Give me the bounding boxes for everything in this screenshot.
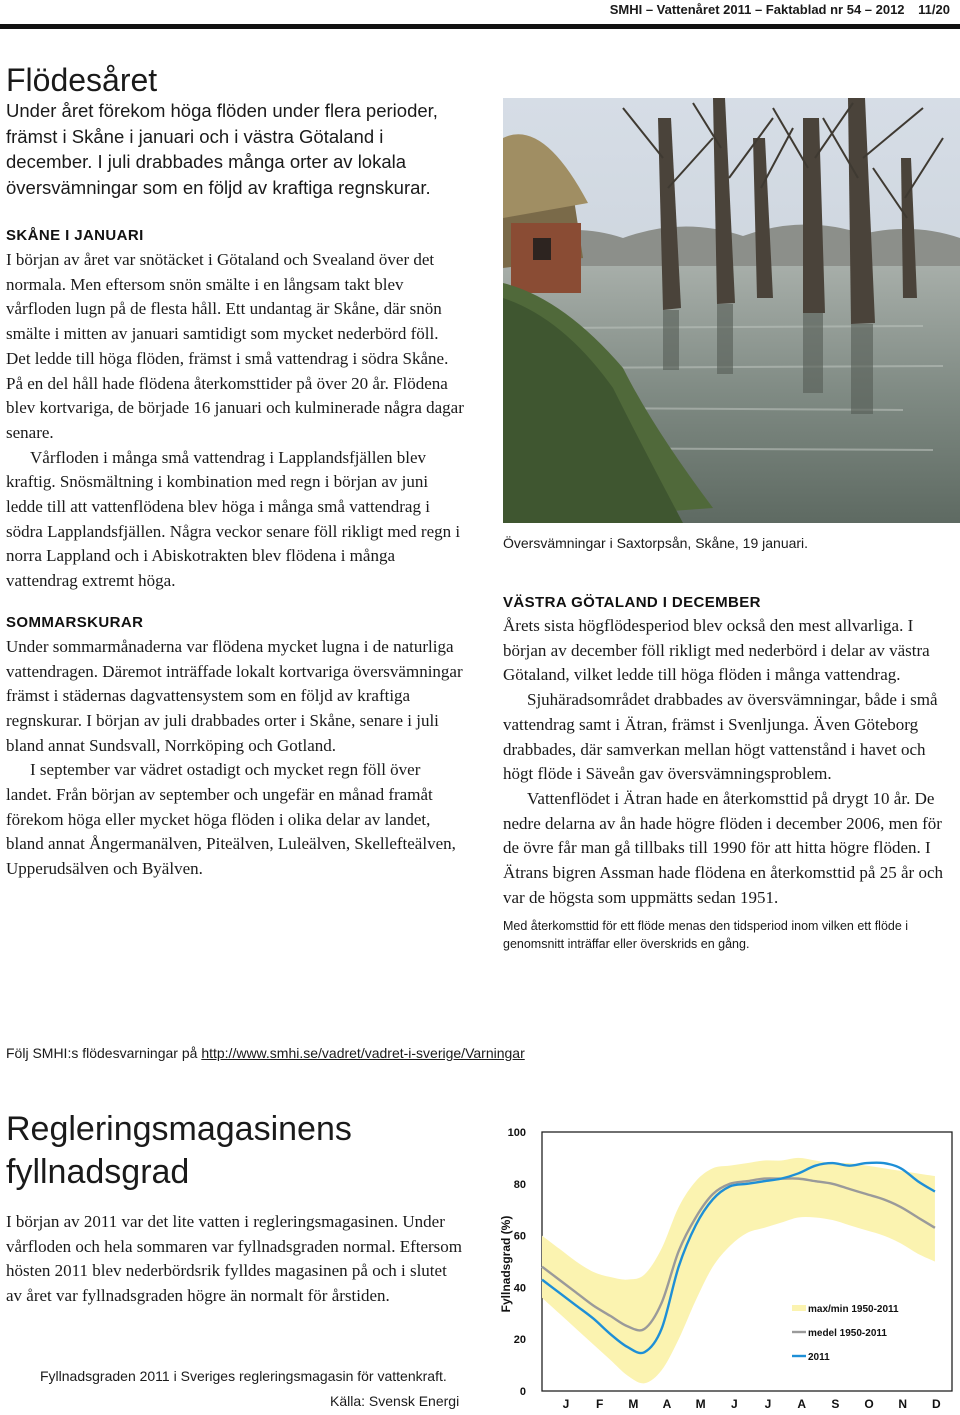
follow-line [6, 1045, 525, 1061]
y-tick-label: 80 [513, 1178, 526, 1191]
west-paragraph-2: Sjuhäradsområdet drabbades av översvämningar, både i små vattendrag samt i Ätran, främst i Svenljunga. Även Göteborg drabbades, där samverkan mellan högt vattenstånd i havet och högt flöde i Säveån gav översvämningsproblem. [503, 690, 938, 784]
west-paragraph-3: Vattenflödet i Ätran hade en återkomsttid på drygt 10 år. De nedre delarna av ån hade högre flöden i december 2006, men för de övre får man gå tillbaks till 1990 för att hitta högre flöden. I Ätrans bigren Assman hade flödena en återkomsttid på 25 år och var de högsta som uppmätts sedan 1951. [503, 788, 943, 907]
chart-caption: Fyllnadsgraden 2011 i Sveriges regleringsmagasin för vattenkraft. [40, 1368, 447, 1384]
page-header [610, 2, 950, 17]
west-section [503, 594, 953, 953]
floods-section [6, 62, 466, 882]
reservoir-fill-chart [490, 1112, 960, 1415]
west-heading: VÄSTRA GÖTALAND I DECEMBER [503, 594, 761, 611]
return-period-note: Med återkomsttid för ett flöde menas den tidsperiod inom vilken ett flöde i genomsnitt inträffar eller överskrids en gång. [503, 919, 909, 952]
summer-heading: SOMMARSKURAR [6, 613, 144, 631]
x-tick-label: M [695, 1397, 706, 1411]
flood-photo-illustration [503, 98, 960, 523]
y-tick-label: 20 [513, 1334, 526, 1347]
x-tick-label: S [831, 1397, 840, 1411]
summer-paragraph-1: Under sommarmånaderna var flödena mycket lugna i de naturliga vattendragen. Däremot inträffade lokalt kortvariga översvämningar främst i städernas dagvattensystem som en följd av kraftiga regnskurar. I början av juli drabbades orter i Skåne, senare i juli bland annat Sundsvall, Norrköping och Gotland. [6, 636, 463, 755]
x-tick-label: J [730, 1397, 738, 1411]
floods-title: Flödesåret [6, 62, 158, 98]
legend-label: medel 1950-2011 [808, 1328, 887, 1339]
y-tick-label: 60 [513, 1230, 526, 1243]
reservoir-section [6, 1108, 466, 1309]
y-tick-label: 100 [507, 1127, 526, 1139]
y-axis-label: Fyllnadsgrad (%) [499, 1215, 513, 1313]
reservoir-title-line-2: fyllnadsgrad [6, 1153, 190, 1191]
legend-label: max/min 1950-2011 [808, 1304, 899, 1315]
skane-paragraph-2: Vårfloden i många små vattendrag i Lapplandsfjällen blev kraftig. Snösmältning i kombination med regn i början av juni ledde till att vattenflödena blev höga i många små vattendrag i södra Lapplandsfjällen. Några veckor senare föll rikligt med regn i norra Lappland och i Abiskotrakten blev flödena i många vattendrag extremt höga. [6, 447, 461, 591]
warnings-link[interactable]: http://www.smhi.se/vadret/vadret-i-sverige/Varningar [201, 1045, 525, 1061]
chart-source: Källa: Svensk Energi [330, 1393, 460, 1409]
reservoir-paragraph: I början av 2011 var det lite vatten i regleringsmagasinen. Under vårfloden och hela sommaren var fyllnadsgraden normal. Eftersom hösten 2011 blev nederbördsrik fylldes magasinen på och i slutet av året var fyllnadsgraden högre än normalt för årstiden. [6, 1212, 463, 1306]
follow-prefix: Följ SMHI:s flödesvarningar på [6, 1045, 202, 1061]
skane-paragraph-1: I början av året var snötäcket i Götaland och Svealand över det normala. Men eftersom snön smälte i en långsam takt blev vårfloden lugn på de flesta håll. Ett undantag är Skåne, där snön smälte i mitten av januari samtidigt som mycket nederbörd föll. Det ledde till höga flöden, främst i små vattendrag i södra Skåne. På en del håll hade flödena återkomsttider på över 20 år. Flödena blev kortvariga, de började 16 januari och kulminerade några dagar senare. [6, 250, 464, 442]
y-tick-label: 40 [513, 1282, 526, 1295]
header-rule [0, 24, 960, 29]
floods-lede: Under året förekom höga flöden under flera perioder, främst i Skåne i januari och i västra Götaland i december. I juli drabbades många orter av lokala översvämningar som en följd av kraftiga regnskurar. [6, 100, 438, 198]
skane-heading: SKÅNE I JANUARI [6, 227, 144, 244]
x-tick-label: N [898, 1397, 908, 1411]
summer-paragraph-2: I september var vädret ostadigt och mycket regn föll över landet. Från början av september och ungefär en månad framåt förekom höga eller mycket höga flöden i olika delar av landet, bland annat Ångermanälven, Piteälven, Luleälven, Skellefteälven, Upperudsälven och Byälven. [6, 760, 456, 879]
legend-label: 2011 [808, 1352, 830, 1363]
x-tick-label: J [764, 1397, 772, 1411]
page-number: 11/20 [918, 2, 950, 17]
flood-photo [503, 98, 960, 523]
x-tick-label: J [562, 1397, 570, 1411]
x-tick-label: A [797, 1397, 807, 1411]
x-tick-label: D [931, 1397, 941, 1411]
x-tick-label: F [595, 1397, 604, 1411]
photo-caption: Översvämningar i Saxtorpsån, Skåne, 19 januari. [503, 535, 809, 551]
x-tick-label: A [662, 1397, 672, 1411]
x-tick-label: O [864, 1397, 874, 1411]
west-paragraph-1: Årets sista högflödesperiod blev också den mest allvarliga. I början av december föll rikligt med nederbörd i delar av västra Götaland, vilket ledde till höga flöden i många vattendrag. [503, 616, 930, 685]
reservoir-title-line-1: Regleringsmagasinens [6, 1110, 352, 1148]
header-title: SMHI – Vattenåret 2011 – Faktablad nr 54 – 2012 [609, 2, 905, 17]
y-tick-label: 0 [519, 1386, 526, 1398]
max-min-band [542, 1158, 935, 1383]
x-tick-label: M [628, 1397, 639, 1411]
